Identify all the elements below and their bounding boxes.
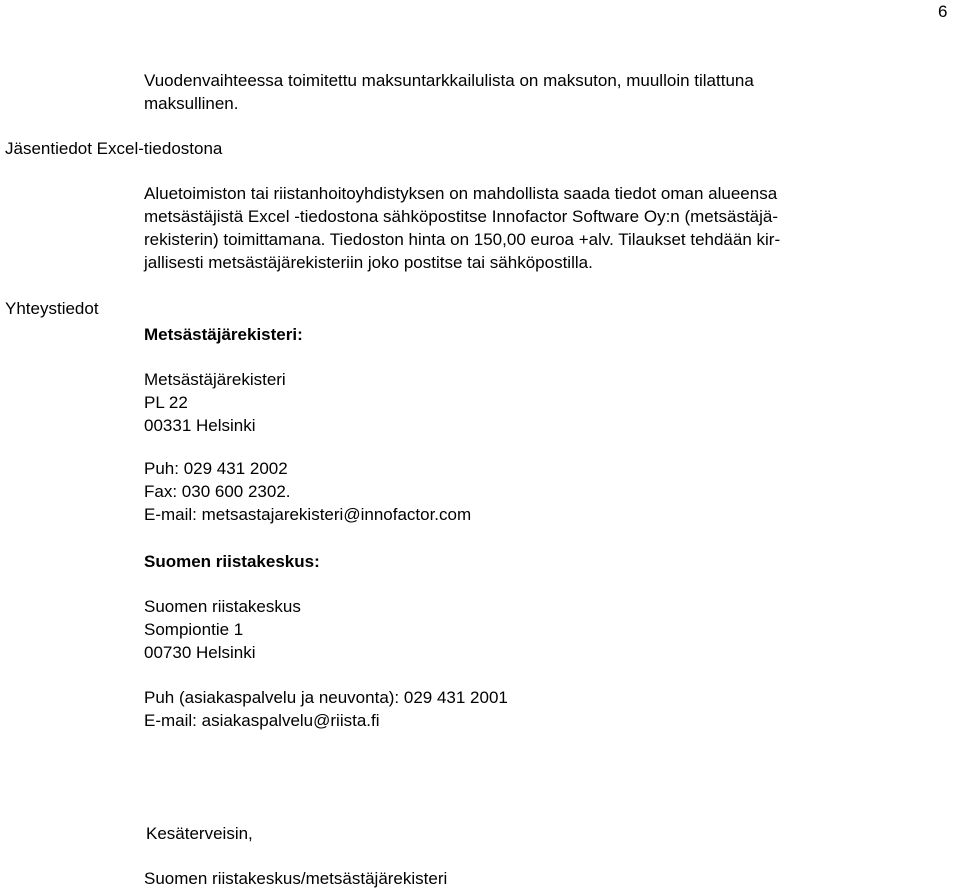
address-line: 00331 Helsinki — [144, 416, 256, 435]
intro-line: maksullinen. — [144, 94, 239, 113]
address-line: Sompiontie 1 — [144, 620, 244, 639]
intro-paragraph — [144, 69, 754, 115]
phone-line: Puh: 029 431 2002 — [144, 459, 288, 478]
phone-line: Puh (asiakaspalvelu ja neuvonta): 029 431 2001 — [144, 688, 508, 707]
excel-line: jallisesti metsästäjärekisteriin joko postitse tai sähköpostilla. — [144, 253, 593, 272]
email-line: E-mail: asiakaspalvelu@riista.fi — [144, 711, 380, 730]
page-number: 6 — [938, 2, 948, 21]
registry-contact-details — [144, 457, 471, 526]
excel-section-heading: Jäsentiedot Excel-tiedostona — [5, 139, 223, 158]
riistakeskus-title: Suomen riistakeskus: — [144, 552, 320, 571]
address-line: Metsästäjärekisteri — [144, 370, 286, 389]
registry-address — [144, 368, 286, 437]
riistakeskus-contact-details — [144, 686, 508, 732]
contacts-heading: Yhteystiedot — [5, 299, 99, 318]
closing-greeting: Kesäterveisin, — [146, 824, 253, 843]
riistakeskus-address — [144, 595, 301, 664]
excel-line: Aluetoimiston tai riistanhoitoyhdistyksen on mahdollista saada tiedot oman alueensa — [144, 184, 778, 203]
excel-section-paragraph — [144, 182, 780, 274]
address-line: PL 22 — [144, 393, 188, 412]
closing-signature: Suomen riistakeskus/metsästäjärekisteri — [144, 869, 448, 888]
address-line: Suomen riistakeskus — [144, 597, 301, 616]
email-line: E-mail: metsastajarekisteri@innofactor.com — [144, 505, 472, 524]
address-line: 00730 Helsinki — [144, 643, 256, 662]
registry-title: Metsästäjärekisteri: — [144, 325, 303, 344]
excel-line: metsästäjistä Excel -tiedostona sähköpostitse Innofactor Software Oy:n (metsästäjä- — [144, 207, 779, 226]
excel-line: rekisterin) toimittamana. Tiedoston hinta on 150,00 euroa +alv. Tilaukset tehdään kir- — [144, 230, 781, 249]
fax-line: Fax: 030 600 2302. — [144, 482, 291, 501]
intro-line: Vuodenvaihteessa toimitettu maksuntarkkailulista on maksuton, muulloin tilattuna — [144, 71, 754, 90]
